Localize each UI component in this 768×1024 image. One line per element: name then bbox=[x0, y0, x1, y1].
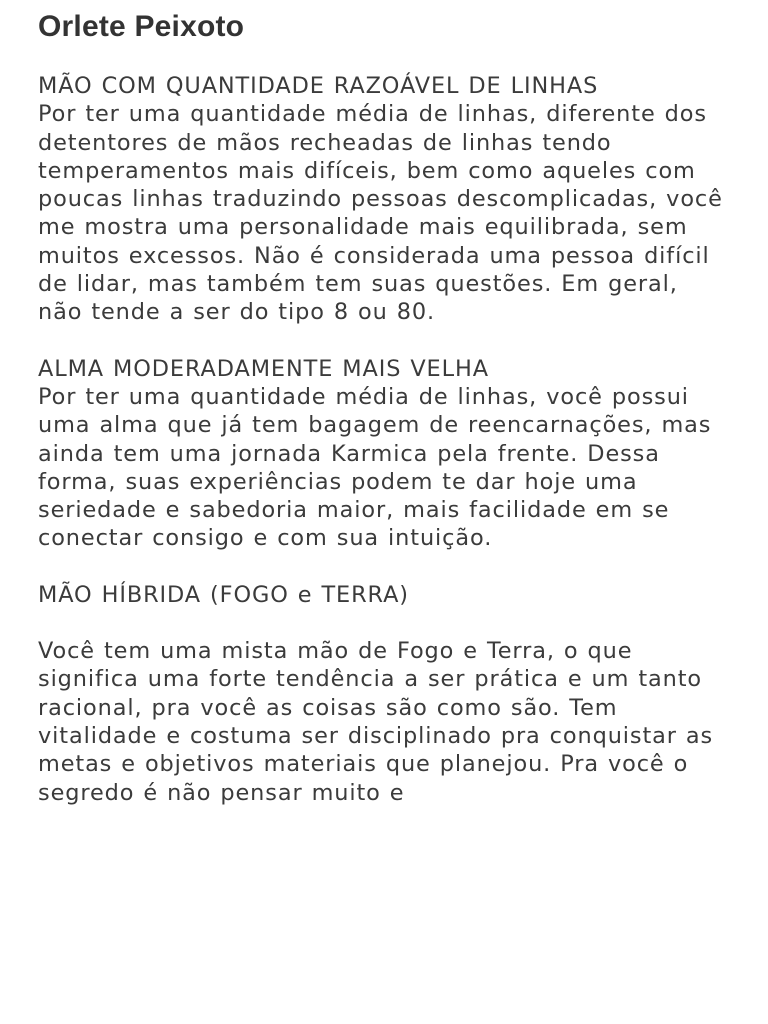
section-text: Você tem uma mista mão de Fogo e Terra, o que significa uma forte tendência a ser prática e um tanto racional, pra você as coisas são como são. Tem vitalidade e costuma ser disciplinado pra conquistar as metas e objetivos materiais que planejou. Pra você o segredo é não pensar muito e bbox=[38, 638, 714, 806]
section-heading: MÃO HÍBRIDA (FOGO e TERRA) bbox=[38, 581, 409, 608]
section-hybrid-text bbox=[38, 637, 730, 807]
section-hybrid-hand bbox=[38, 581, 730, 609]
sender-name: Orlete Peixoto bbox=[38, 10, 245, 43]
section-text: Por ter uma quantidade média de linhas, diferente dos detentores de mãos recheadas de linhas tendo temperamentos mais difíceis, bem como aqueles com poucas linhas traduzindo pessoas descomplicadas, você me mostra uma personalidade mais equilibrada, sem muitos excessos. Não é considerada uma pessoa difícil de lidar, mas também tem suas questões. Em geral, não tende a ser do tipo 8 ou 80. bbox=[38, 101, 723, 326]
section-heading: MÃO COM QUANTIDADE RAZOÁVEL DE LINHAS bbox=[38, 73, 599, 99]
section-text: Por ter uma quantidade média de linhas, você possui uma alma que já tem bagagem de reencarnações, mas ainda tem uma jornada Karmica pela frente. Dessa forma, suas experiências podem te dar hoje uma seriedade e sabedoria maior, mais facilidade em se conectar consigo e com sua intuição. bbox=[38, 383, 712, 552]
message-body bbox=[38, 72, 730, 807]
section-lines bbox=[38, 72, 730, 327]
section-heading: ALMA MODERADAMENTE MAIS VELHA bbox=[38, 355, 489, 382]
section-soul bbox=[38, 355, 730, 553]
